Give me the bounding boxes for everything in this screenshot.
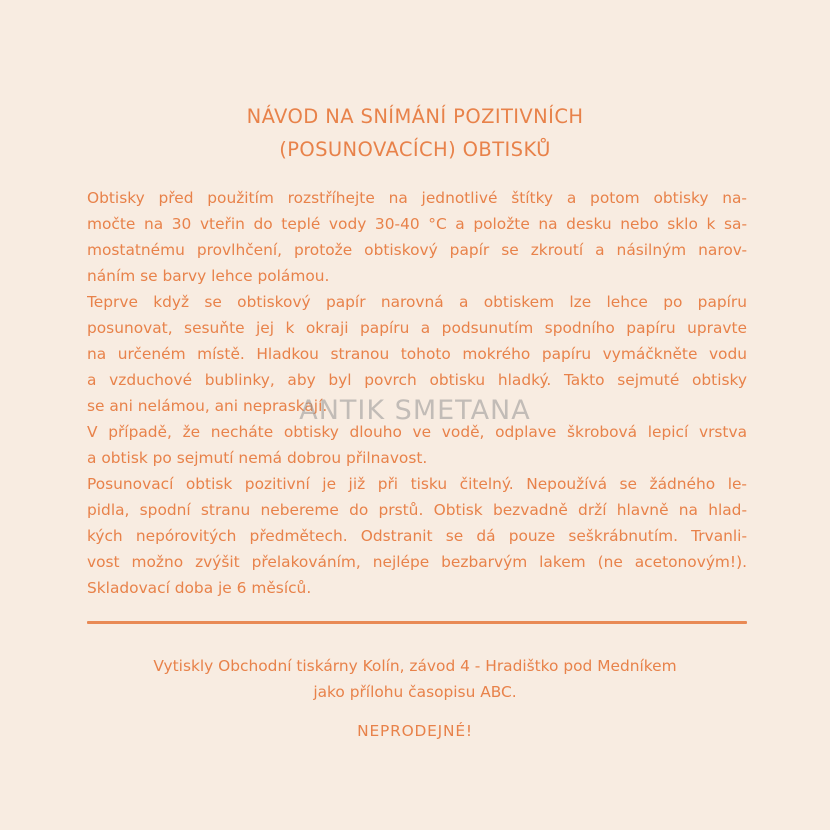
body-line: mostatnému provlhčení, protože obtiskový papír se zkroutí a násilným narov- [87,241,747,259]
printer-imprint: Vytiskly Obchodní tiskárny Kolín, závod 4 - Hradištko pod Medníkem [153,657,677,675]
body-line: močte na 30 vteřin do teplé vody 30-40 °C a položte na desku nebo sklo k sa- [87,215,747,233]
body-line: se ani nelámou, ani nepraskají. [87,397,328,415]
body-line: kých nepórovitých předmětech. Odstranit se dá pouze seškrábnutím. Trvanli- [87,527,747,545]
body-line: posunovat, sesuňte jej k okraji papíru a podsunutím spodního papíru upravte [87,319,747,337]
divider-rule [87,621,747,624]
title-line-1: NÁVOD NA SNÍMÁNÍ POZITIVNÍCH [246,105,584,128]
body-line: Obtisky před použitím rozstříhejte na jednotlivé štítky a potom obtisky na- [87,189,747,207]
body-line: Teprve když se obtiskový papír narovná a obtiskem lze lehce po papíru [87,293,747,311]
body-line: pidla, spodní stranu nebereme do prstů. Obtisk bezvadně drží hlavně na hlad- [87,501,747,519]
body-line: a obtisk po sejmutí nemá dobrou přilnavost. [87,449,428,467]
body-line: V případě, že necháte obtisky dlouho ve vodě, odplave škrobová lepicí vrstva [87,423,747,441]
body-line: náním se barvy lehce polámou. [87,267,330,285]
body-line: vost možno zvýšit přelakováním, nejlépe bezbarvým lakem (ne acetonovým!). [87,553,747,571]
instructions-body [87,185,747,601]
body-line: na určeném místě. Hladkou stranou tohoto mokrého papíru vymáčkněte vodu [87,345,747,363]
title-line-2: (POSUNOVACÍCH) OBTISKŮ [279,138,551,161]
not-for-sale-note: NEPRODEJNÉ! [357,722,473,740]
body-line: a vzduchové bublinky, aby byl povrch obtisku hladký. Takto sejmuté obtisky [87,371,747,389]
body-line: Posunovací obtisk pozitivní je již při tisku čitelný. Nepoužívá se žádného le- [87,475,747,493]
watermark: ANTIK SMETANA [299,395,531,426]
body-line: Skladovací doba je 6 měsíců. [87,579,312,597]
publication-note: jako přílohu časopisu ABC. [313,683,517,701]
